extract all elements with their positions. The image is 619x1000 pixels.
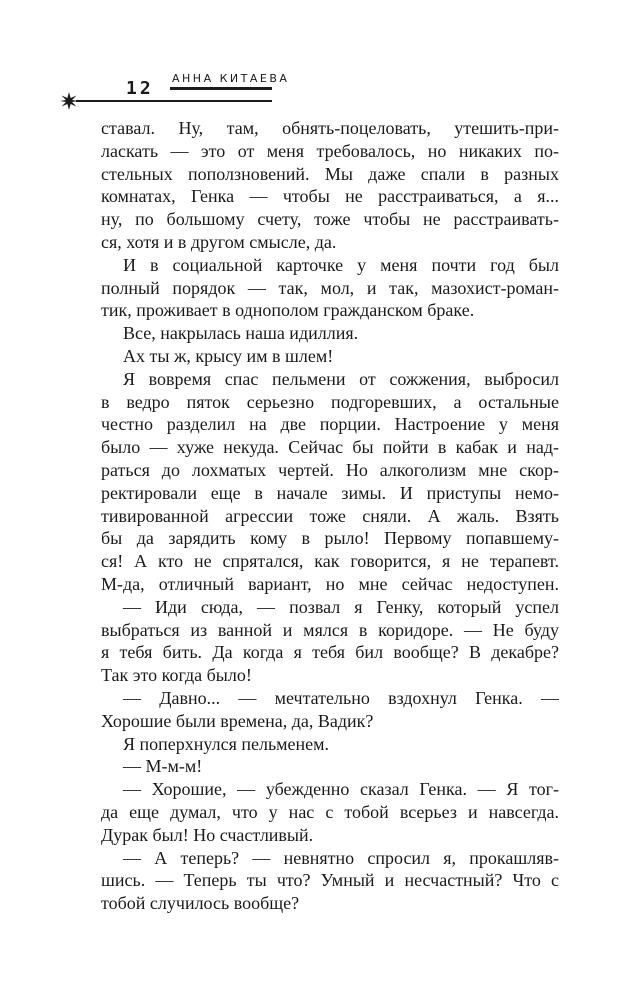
text-line: комнатах, Генка — чтобы не расстраиваться, а я... xyxy=(101,186,559,207)
text-line: — Давно... — мечтательно вздохнул Генка. — xyxy=(123,687,559,708)
author-underline xyxy=(170,87,272,90)
text-line: Хорошие были времена, да, Вадик? xyxy=(101,710,374,731)
text-line: выбраться из ванной и мялся в коридоре. — Не буду xyxy=(101,619,559,640)
text-line: ся! А кто не спрятался, как говорится, я не терапевт. xyxy=(101,551,559,572)
text-line: Я вовремя спас пельмени от сожжения, выбросил xyxy=(123,368,559,389)
paragraph xyxy=(101,254,559,322)
text-line: — Хорошие, — убежденно сказал Генка. — Я тог- xyxy=(123,779,559,800)
text-line: ректировали еще в начале зимы. И приступы немо- xyxy=(101,482,559,503)
page-number: 12 xyxy=(126,78,154,99)
paragraph xyxy=(101,117,559,254)
text-line: в ведро пяток серьезно подгоревших, а остальные xyxy=(101,391,559,412)
text-line: честно разделил на две порции. Настроение у меня xyxy=(101,414,559,435)
paragraph xyxy=(101,596,559,687)
text-line: шись. — Теперь ты что? Умный и несчастный? Что с xyxy=(101,870,559,891)
paragraph xyxy=(101,345,559,368)
text-line: ставал. Ну, там, обнять-поцеловать, утешить-при- xyxy=(101,118,559,138)
text-line: тобой случилось вообще? xyxy=(101,893,300,914)
paragraph xyxy=(101,778,559,846)
text-line: полный порядок — так, мол, и так, мазохист-роман- xyxy=(101,277,559,298)
text-line: Все, накрылась наша идиллия. xyxy=(123,323,359,344)
text-line: я тебя бить. Да когда я тебя бил вообще? В декабре? xyxy=(101,642,559,663)
text-line: Дурак был! Но счастливый. xyxy=(101,824,314,845)
running-header xyxy=(60,70,290,110)
text-line: Так это когда было! xyxy=(101,665,252,686)
text-line: Ах ты ж, крысу им в шлем! xyxy=(123,345,334,366)
text-line: тивированной агрессии тоже сняли. А жаль. Взять xyxy=(101,505,559,526)
header-rule xyxy=(76,100,272,102)
text-line: ласкать — это от меня требовалось, но никаких по- xyxy=(101,140,559,161)
text-line: ся, хотя и в другом смысле, да. xyxy=(101,231,337,252)
text-line: М-да, отличный вариант, но мне сейчас недоступен. xyxy=(101,573,559,594)
text-line: тик, проживает в однополом гражданском браке. xyxy=(101,300,475,321)
text-line: — Иди сюда, — позвал я Генку, который успел xyxy=(123,596,559,617)
text-line: Я поперхнулся пельменем. xyxy=(123,733,330,754)
text-line: — А теперь? — невнятно спросил я, прокашляв- xyxy=(123,847,559,868)
text-line: — М-м-м! xyxy=(123,756,203,777)
body-text xyxy=(101,117,559,915)
text-line: да еще думал, что у нас с тобой всерьез и навсегда. xyxy=(101,801,559,822)
paragraph xyxy=(101,368,559,596)
paragraph xyxy=(101,755,559,778)
text-line: И в социальной карточке у меня почти год был xyxy=(123,254,559,275)
text-line: было — хуже некуда. Сейчас бы пойти в кабак и над- xyxy=(101,437,559,458)
text-line: ну, по большому счету, тоже чтобы не расстраивать- xyxy=(101,209,559,230)
text-line: бы да зарядить кому в рыло! Первому попавшему- xyxy=(101,528,559,549)
paragraph xyxy=(101,733,559,756)
paragraph xyxy=(101,687,559,733)
paragraph xyxy=(101,847,559,915)
text-line: стельных поползновений. Мы даже спали в разных xyxy=(101,163,559,184)
paragraph xyxy=(101,322,559,345)
running-head-author: АННА КИТАЕВА xyxy=(172,72,290,85)
text-line: раться до лохматых чертей. Но алкоголизм мне скор- xyxy=(101,459,559,480)
